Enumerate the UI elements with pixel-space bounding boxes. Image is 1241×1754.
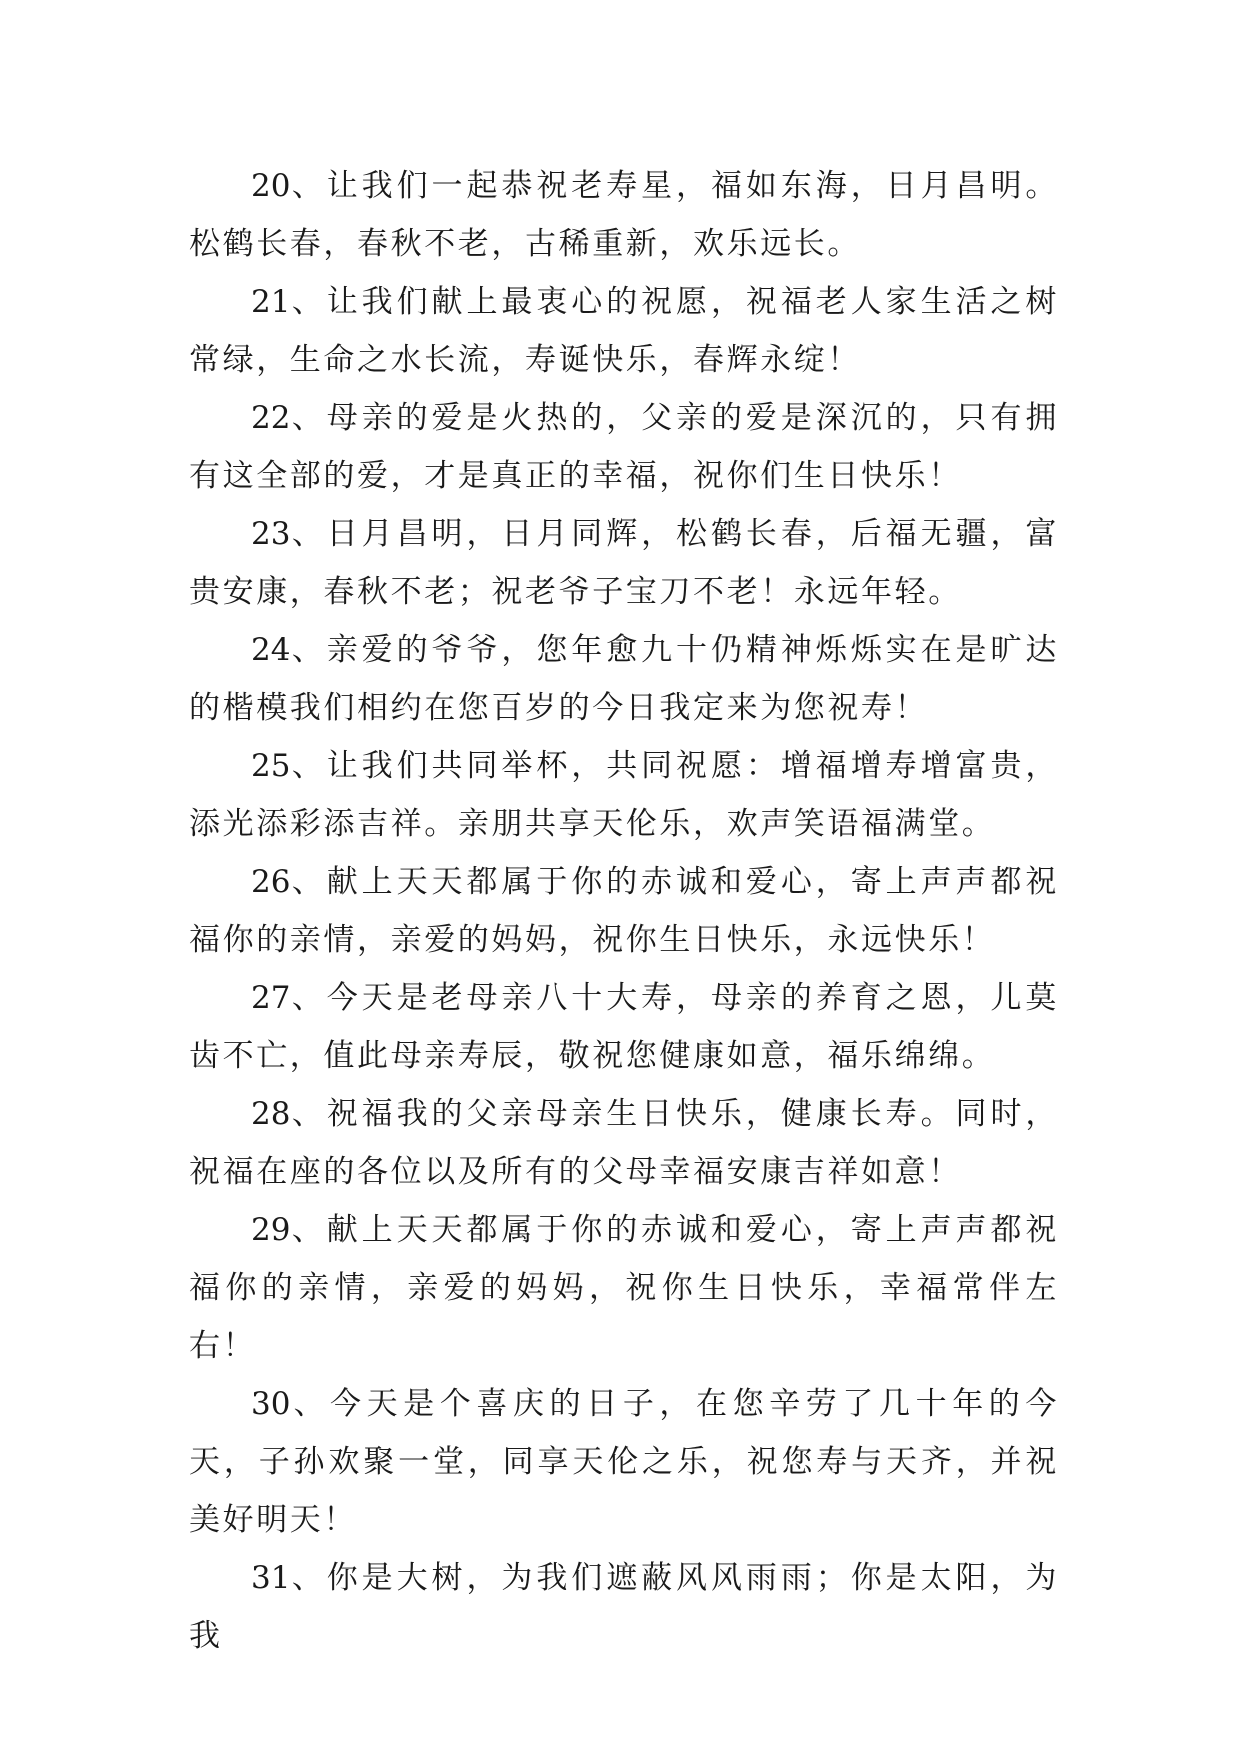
paragraph-29: [189, 1201, 1059, 1375]
paragraph-number: 26: [251, 864, 291, 900]
paragraph-number: 28: [251, 1096, 291, 1132]
paragraph-number: 29: [251, 1212, 291, 1248]
paragraph-text: 、今天是老母亲八十大寿，母亲的养育之恩，儿莫齿不亡，值此母亲寿辰，敬祝您健康如意，福乐绵绵。: [189, 980, 1059, 1074]
paragraph-number: 23: [251, 516, 291, 552]
paragraph-25: [189, 737, 1059, 853]
document-body: [189, 157, 1059, 1665]
paragraph-text: 、献上天天都属于你的赤诚和爱心，寄上声声都祝福你的亲情，亲爱的妈妈，祝你生日快乐，幸福常伴左右！: [189, 1212, 1059, 1364]
paragraph-number: 24: [251, 632, 291, 668]
paragraph-26: [189, 853, 1059, 969]
paragraph-text: 、今天是个喜庆的日子，在您辛劳了几十年的今天，子孙欢聚一堂，同享天伦之乐，祝您寿与天齐，并祝美好明天！: [189, 1386, 1059, 1538]
paragraph-text: 、亲爱的爷爷，您年愈九十仍精神烁烁实在是旷达的楷模我们相约在您百岁的今日我定来为您祝寿！: [189, 632, 1059, 726]
paragraph-22: [189, 389, 1059, 505]
paragraph-text: 、日月昌明，日月同辉，松鹤长春，后福无疆，富贵安康，春秋不老；祝老爷子宝刀不老！永远年轻。: [189, 516, 1059, 610]
paragraph-number: 31: [251, 1560, 291, 1596]
paragraph-28: [189, 1085, 1059, 1201]
paragraph-number: 20: [251, 168, 291, 204]
paragraph-text: 、献上天天都属于你的赤诚和爱心，寄上声声都祝福你的亲情，亲爱的妈妈，祝你生日快乐，永远快乐！: [189, 864, 1059, 958]
paragraph-text: 、让我们献上最衷心的祝愿，祝福老人家生活之树常绿，生命之水长流，寿诞快乐，春辉永绽！: [189, 284, 1059, 378]
paragraph-number: 27: [251, 980, 291, 1016]
paragraph-number: 30: [251, 1386, 291, 1422]
paragraph-number: 25: [251, 748, 291, 784]
paragraph-31: [189, 1549, 1059, 1665]
paragraph-text: 、你是大树，为我们遮蔽风风雨雨；你是太阳，为我: [189, 1560, 1059, 1654]
paragraph-30: [189, 1375, 1059, 1549]
paragraph-24: [189, 621, 1059, 737]
paragraph-number: 22: [251, 400, 291, 436]
paragraph-text: 、让我们共同举杯，共同祝愿：增福增寿增富贵，添光添彩添吉祥。亲朋共享天伦乐，欢声笑语福满堂。: [189, 748, 1059, 842]
paragraph-number: 21: [251, 284, 291, 320]
paragraph-text: 、让我们一起恭祝老寿星，福如东海，日月昌明。松鹤长春，春秋不老，古稀重新，欢乐远长。: [189, 168, 1059, 262]
paragraph-text: 、祝福我的父亲母亲生日快乐，健康长寿。同时，祝福在座的各位以及所有的父母幸福安康吉祥如意！: [189, 1096, 1059, 1190]
paragraph-20: [189, 157, 1059, 273]
paragraph-21: [189, 273, 1059, 389]
paragraph-text: 、母亲的爱是火热的，父亲的爱是深沉的，只有拥有这全部的爱，才是真正的幸福，祝你们生日快乐！: [189, 400, 1059, 494]
paragraph-27: [189, 969, 1059, 1085]
paragraph-23: [189, 505, 1059, 621]
